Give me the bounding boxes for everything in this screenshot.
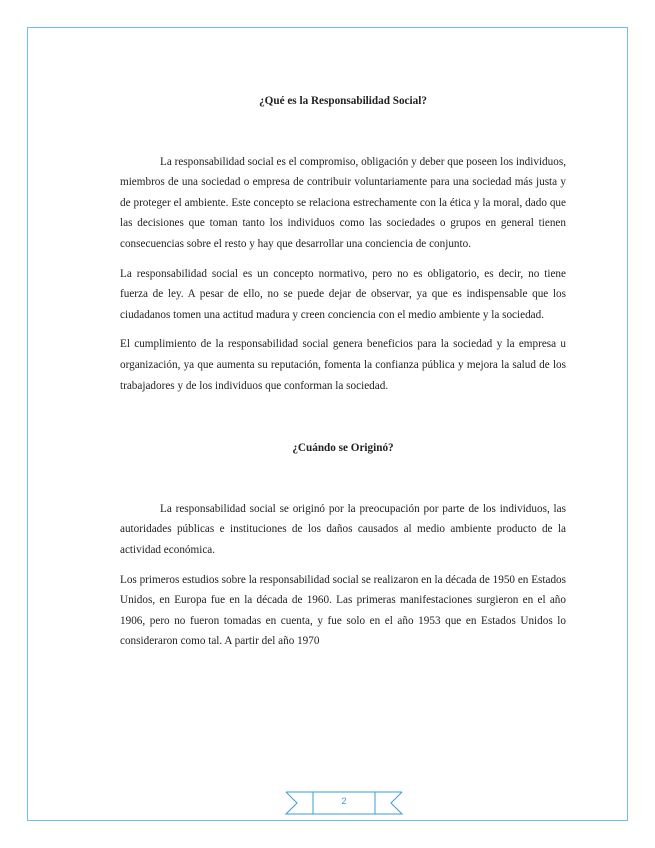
page-number: 2 — [341, 796, 347, 807]
section-heading-origin: ¿Cuándo se Originó? — [292, 442, 394, 455]
document-body — [120, 88, 566, 652]
section-heading-what-is: ¿Qué es la Responsabilidad Social? — [259, 95, 427, 107]
paragraph: Los primeros estudios sobre la responsabilidad social se realizaron en la década de 1950 en Estados Unidos, en Europa fue en la década de 1960. Las primeras manifestaciones surgieron en el año 1906, pero no fueron tomadas en cuenta, y fue solo en el año 1953 que en Estados Unidos lo consideraron como tal. A partir del año 1970 — [120, 573, 566, 648]
paragraph: El cumplimiento de la responsabilidad social genera beneficios para la sociedad y la empresa u organización, ya que aumenta su reputación, fomenta la confianza pública y mejora la salud de los trabajadores y de los individuos que conforman la sociedad. — [120, 338, 566, 392]
paragraph: La responsabilidad social es el compromiso, obligación y deber que poseen los individuos, miembros de una sociedad o empresa de contribuir voluntariamente para una sociedad más justa y de proteger el ambiente. Este concepto se relaciona estrechamente con la ética y la moral, dado que las decisiones que toman tanto los individuos como las sociedades o grupos en general tienen consecuencias sobre el resto y hay que desarrollar una conciencia de conjunto. — [120, 155, 566, 250]
page-footer — [285, 790, 403, 818]
paragraph: La responsabilidad social se originó por la preocupación por parte de los individuos, las autoridades públicas e instituciones de los daños causados al medio ambiente producto de la actividad económica. — [120, 502, 566, 556]
paragraph: La responsabilidad social es un concepto normativo, pero no es obligatorio, es decir, no tiene fuerza de ley. A pesar de ello, no se puede dejar de observar, ya que es indispensable que los ciudadanos tomen una actitud madura y creen conciencia con el medio ambiente y la sociedad. — [120, 267, 566, 321]
